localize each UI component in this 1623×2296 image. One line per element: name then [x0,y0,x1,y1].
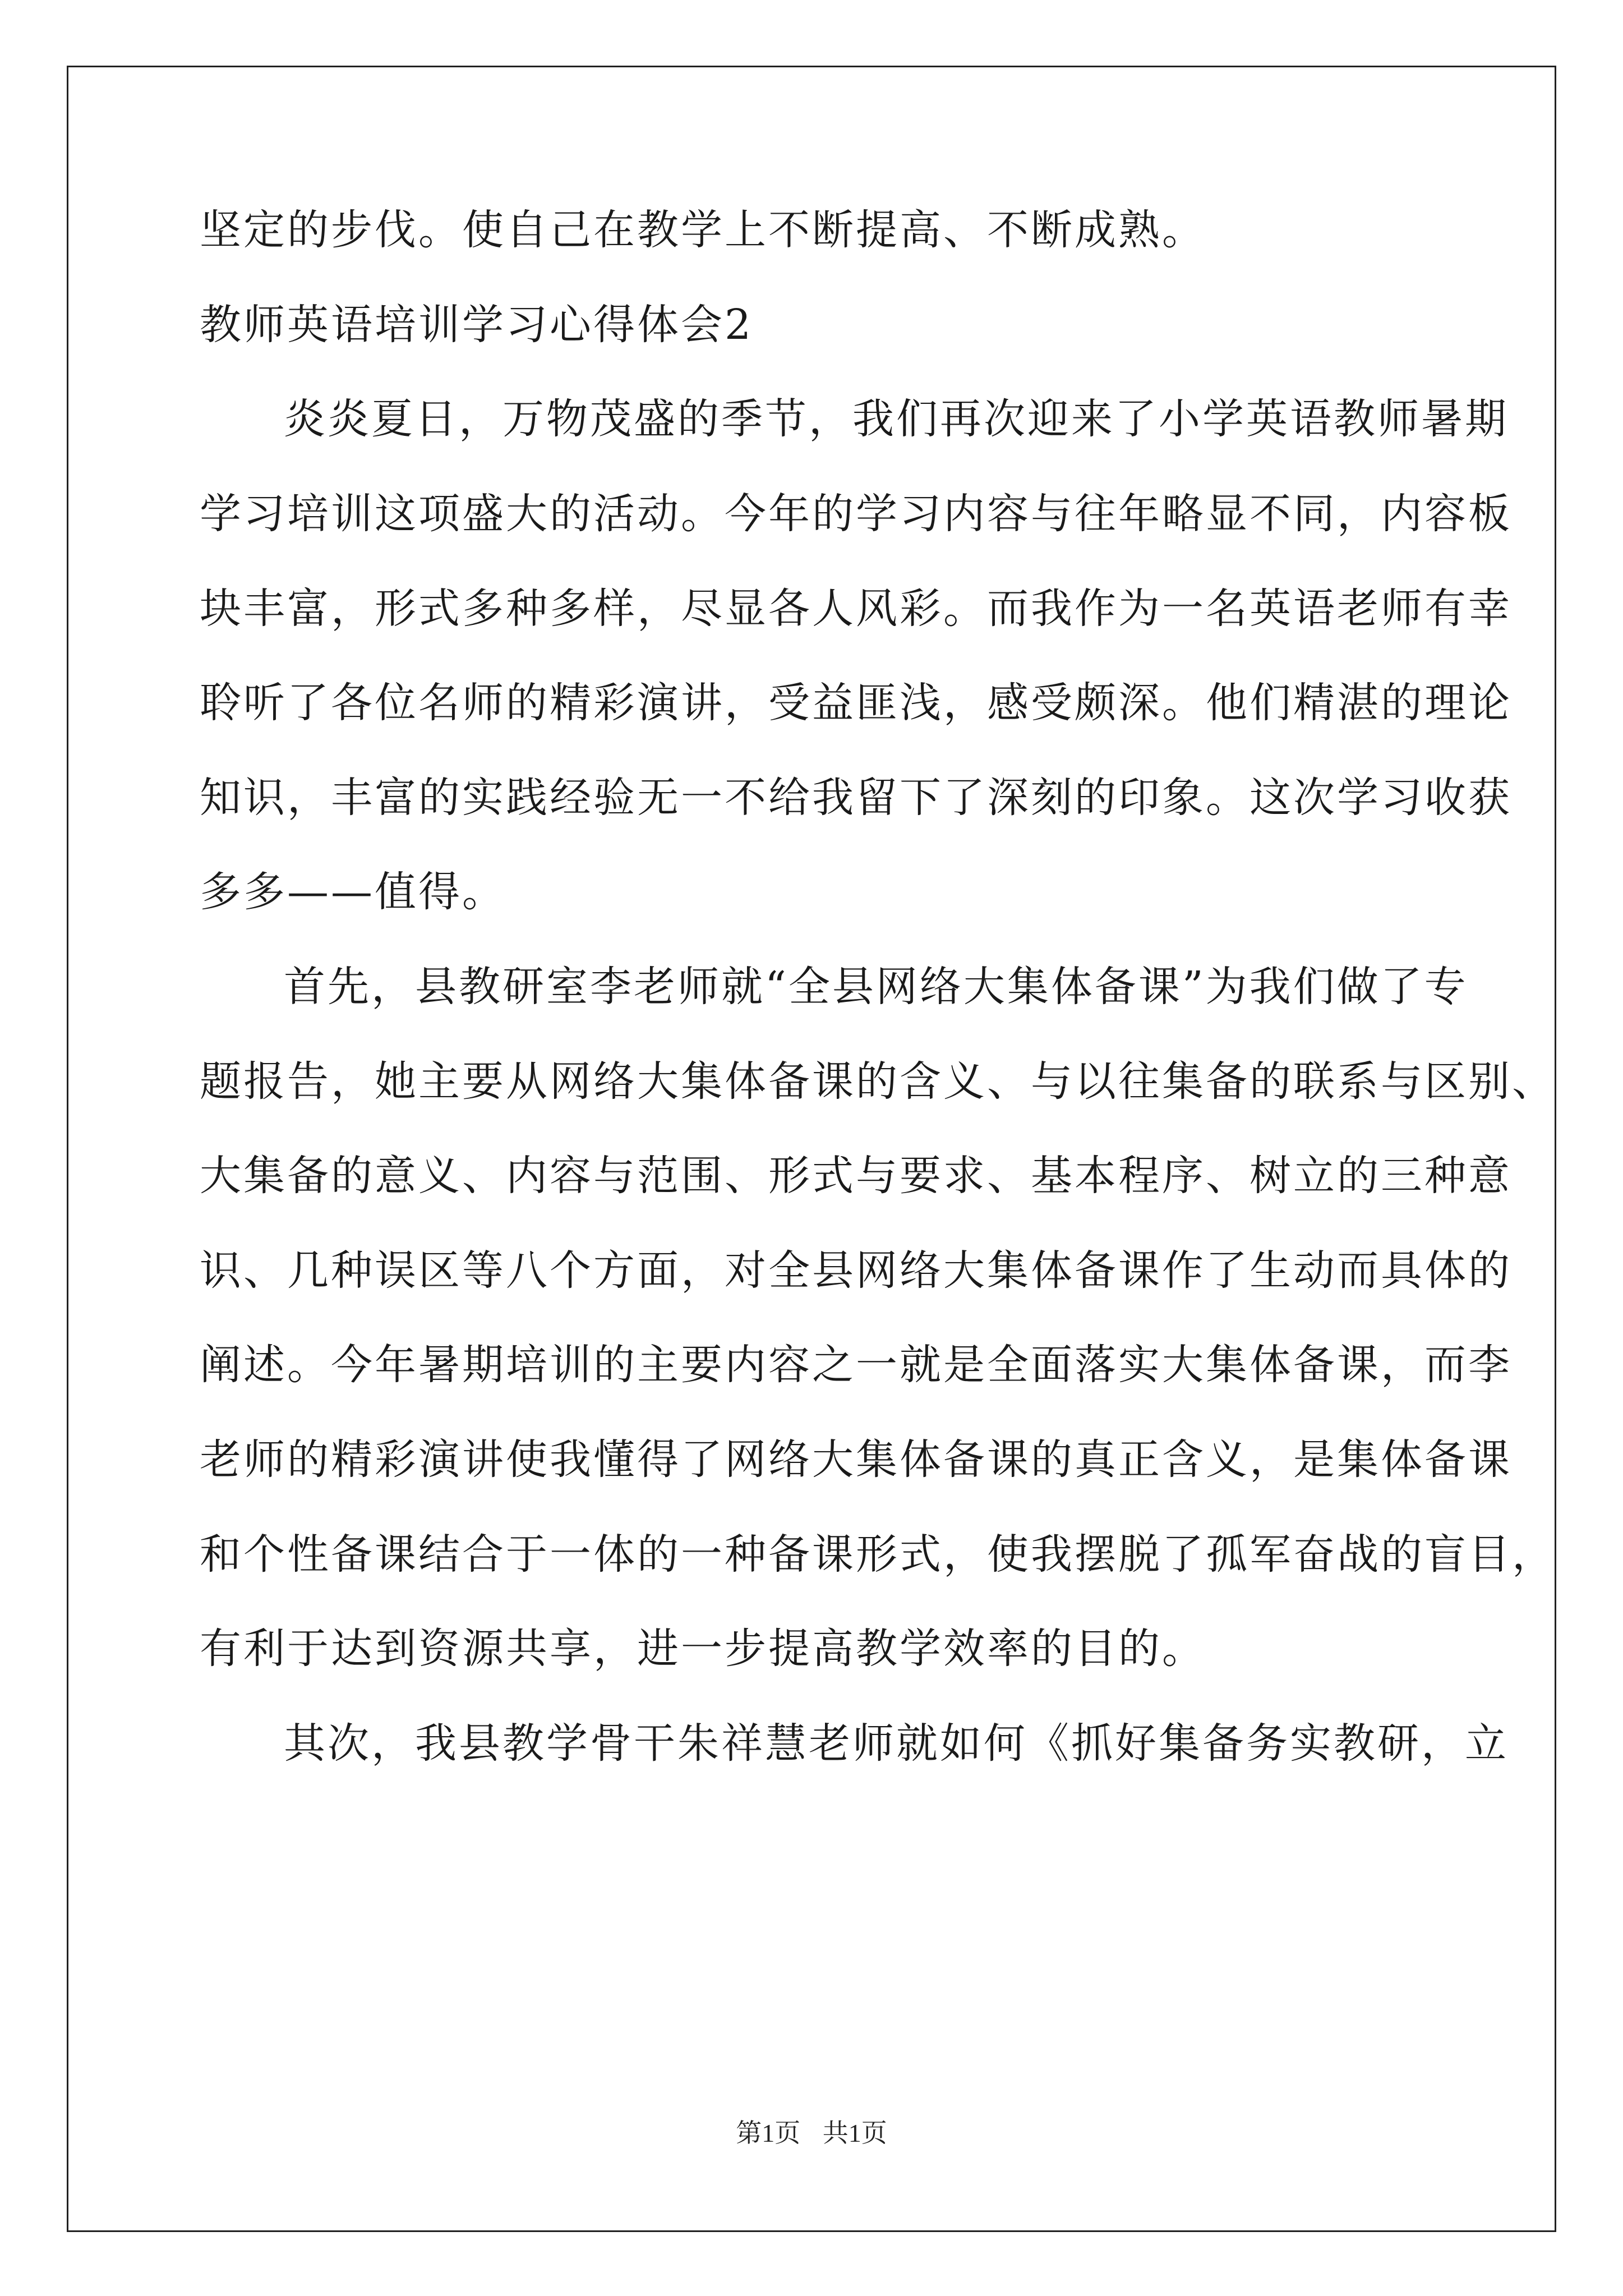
text-line: 炎炎夏日，万物茂盛的季节，我们再次迎来了小学英语教师暑期 [284,395,1509,443]
page-total: 共1页 [822,2119,887,2147]
text-line: 大集备的意义、内容与范围、形式与要求、基本程序、树立的三种意 [200,1152,1512,1200]
text-line: 块丰富，形式多种多样，尽显各人风彩。而我作为一名英语老师有幸 [200,585,1512,633]
page-border [67,66,1556,2232]
text-line: 有利于达到资源共享，进一步提高教学效率的目的。 [200,1625,1206,1673]
text-line: 坚定的步伐。使自己在教学上不断提高、不断成熟。 [200,206,1206,254]
text-line: 学习培训这项盛大的活动。今年的学习内容与往年略显不同，内容板 [200,490,1512,538]
text-line: 知识，丰富的实践经验无一不给我留下了深刻的印象。这次学习收获 [200,774,1512,822]
page-number: 第1页 [736,2119,801,2147]
text-line: 和个性备课结合于一体的一种备课形式，使我摆脱了孤军奋战的盲目， [200,1530,1556,1579]
section-heading: 教师英语培训学习心得体会2 [200,301,754,349]
page-footer [0,2119,1623,2147]
text-line: 聆听了各位名师的精彩演讲，受益匪浅，感受颇深。他们精湛的理论 [200,679,1512,727]
text-line: 其次，我县教学骨干朱祥慧老师就如何《抓好集备务实教研，立 [284,1719,1509,1768]
text-line: 识、几种误区等八个方面，对全县网络大集体备课作了生动而具体的 [200,1246,1512,1295]
text-line: 首先，县教研室李老师就“全县网络大集体备课”为我们做了专 [284,963,1468,1011]
text-line: 题报告，她主要从网络大集体备课的含义、与以往集备的联系与区别、 [200,1057,1556,1106]
text-line: 老师的精彩演讲使我懂得了网络大集体备课的真正含义，是集体备课 [200,1435,1512,1484]
text-line: 阐述。今年暑期培训的主要内容之一就是全面落实大集体备课，而李 [200,1341,1512,1389]
text-line: 多多——值得。 [200,868,506,916]
